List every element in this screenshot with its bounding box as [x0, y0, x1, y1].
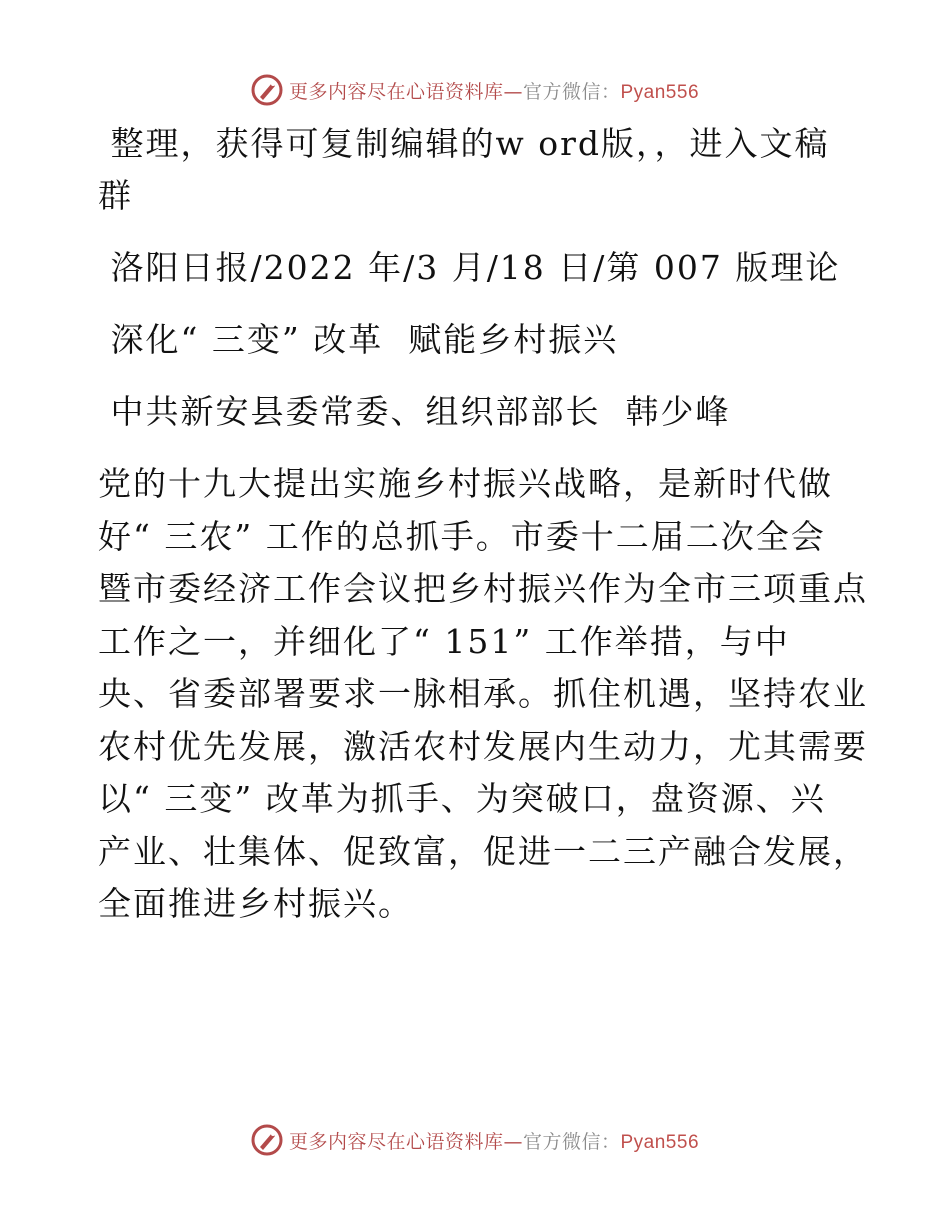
author-line: 中共新安县委常委、组织部部长 韩少峰 — [98, 392, 731, 431]
watermark-sub: 官方微信： — [522, 80, 621, 103]
body-line: 好“ 三农” 工作的总抓手。市委十二届二次全会 — [98, 516, 826, 556]
article-title: 深化“ 三变” 改革 赋能乡村振兴 — [98, 320, 619, 359]
body-line: 农村优先发展，激活农村发展内生动力，尤其需要 — [98, 726, 868, 766]
watermark-text — [289, 1127, 699, 1154]
watermark-wechat-id: Pyan556 — [620, 81, 700, 103]
pen-logo-icon — [251, 1124, 283, 1156]
document-body — [98, 118, 868, 931]
watermark-main: 更多内容尽在心语资料库— — [288, 80, 523, 103]
body-line: 央、省委部署要求一脉相承。抓住机遇，坚持农业 — [98, 674, 868, 713]
watermark-sub: 官方微信： — [522, 1130, 621, 1153]
body-line: 工作之一，并细化了“ 151” 工作举措，与中 — [98, 621, 790, 661]
watermark-footer — [0, 1120, 950, 1160]
watermark-header — [0, 70, 950, 110]
body-paragraph — [98, 458, 868, 931]
watermark-text — [289, 77, 699, 104]
watermark-wechat-id: Pyan556 — [620, 1131, 700, 1153]
watermark-main: 更多内容尽在心语资料库— — [288, 1130, 523, 1153]
body-line: 暨市委经济工作会议把乡村振兴作为全市三项重点 — [98, 569, 868, 608]
body-line: 以“ 三变” 改革为抓手、为突破口，盘资源、兴 — [98, 779, 826, 818]
header-note-line-1: 整理，获得可复制编辑的w ord版，，进入文稿 — [98, 124, 830, 163]
body-line: 全面推进乡村振兴。 — [98, 884, 413, 923]
source-line: 洛阳日报/2022 年/3 月/18 日/第 007 版理论 — [98, 248, 841, 287]
pen-logo-icon — [251, 74, 283, 106]
body-line: 党的十九大提出实施乡村振兴战略，是新时代做 — [98, 464, 833, 503]
header-note-line-2: 群 — [98, 176, 133, 215]
body-line: 产业、壮集体、促致富，促进一二三产融合发展， — [98, 831, 868, 871]
